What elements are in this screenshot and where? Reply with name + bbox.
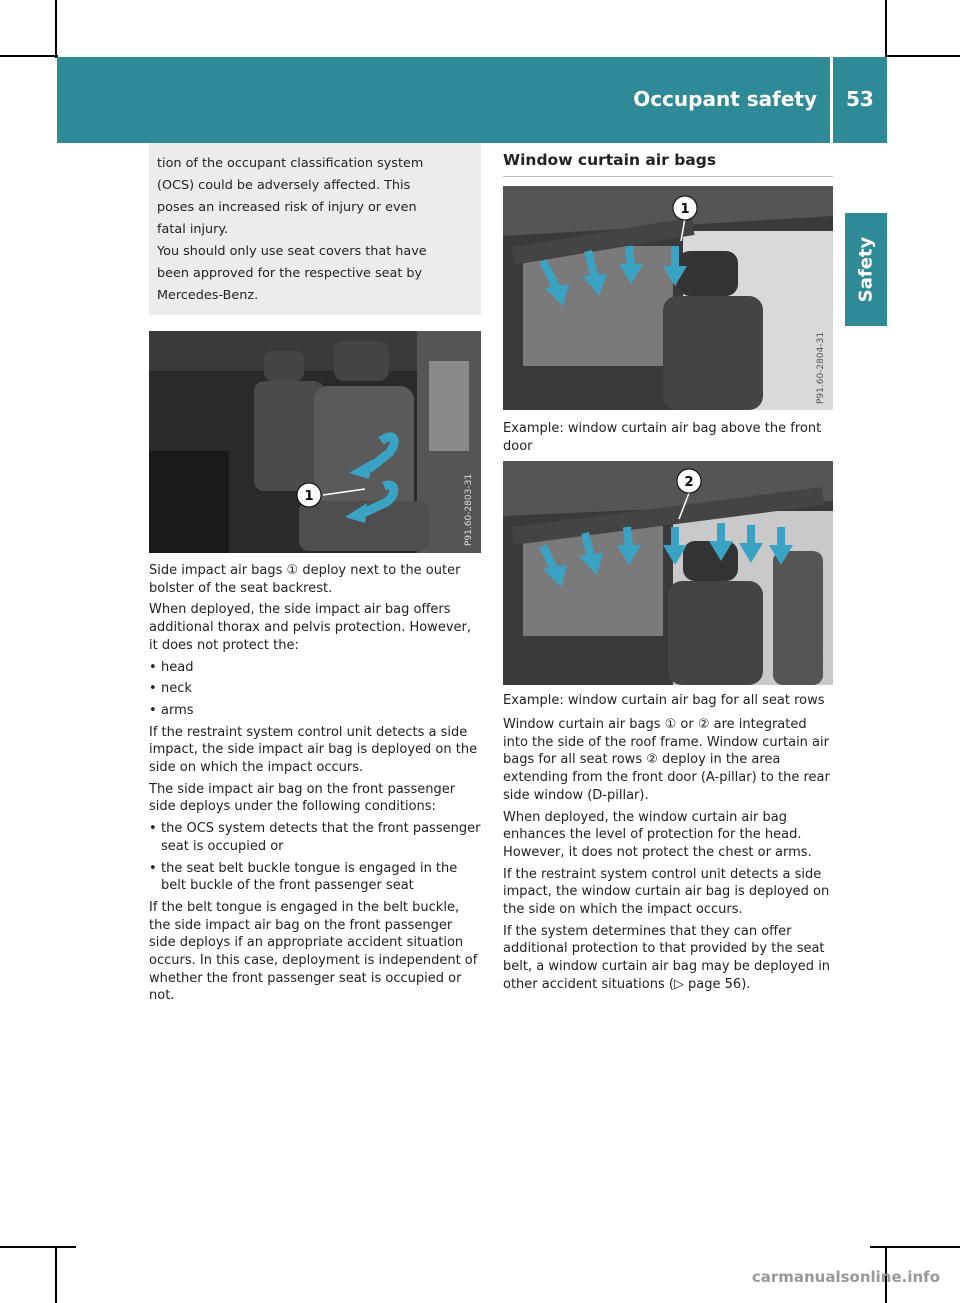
side-tab-label-wrap [845,213,887,326]
crop-mark [55,0,57,58]
section-heading: Window curtain air bags [503,151,717,169]
paragraph: When deployed, the side impact air bag offers additional thorax and pelvis protection. However, it does not protect the: [149,602,471,653]
header-separator [830,57,833,143]
bullet-item: • the seat belt buckle tongue is engaged in the belt buckle of the front passenger seat [149,860,481,895]
heading-rule [503,176,833,177]
section-title: Occupant safety [633,87,817,111]
note-line: fatal injury. [157,222,229,237]
bullet-item: • neck [149,680,481,698]
note-line: been approved for the respective seat by [157,266,423,281]
paragraph: When deployed, the window curtain air bag enhances the level of protection for the head. However, it does not protect the chest or arms. [503,809,812,860]
photo-caption: Example: window curtain air bag for all seat rows [503,693,825,708]
crop-mark [0,1246,76,1248]
photo-code: P91.60-2805-31 [816,606,826,679]
paragraph: Side impact air bags ① deploy next to the outer bolster of the seat backrest. [149,563,461,596]
photo-code: P91.60-2804-31 [816,331,826,404]
callout-2: 2 [684,475,694,490]
curtain-airbag-all-rows-photo [503,461,833,685]
bullet-item: • the OCS system detects that the front passenger seat is occupied or [149,820,481,855]
note-line: tion of the occupant classification system [157,156,424,171]
side-airbag-illustration [149,331,481,553]
photo-caption: Example: window curtain air bag above the front door [503,421,822,454]
curtain-airbag-all-rows-illustration [503,461,833,685]
bullet-item: • arms [149,702,481,720]
paragraph: If the restraint system control unit detects a side impact, the side impact air bag is deployed on the side on which the impact occurs. [149,724,478,776]
side-airbag-photo [149,331,481,553]
callout-1: 1 [680,202,690,217]
crop-mark [55,1246,57,1303]
paragraph: If the restraint system control unit detects a side impact, the window curtain air bag is deployed on the side on which the impact occurs. [503,866,830,918]
crop-mark [886,55,960,57]
curtain-airbag-front-illustration [503,186,833,410]
callout-1: 1 [304,489,314,504]
page-number: 53 [846,87,874,111]
bullet-item: • head [149,659,481,677]
crop-mark [0,55,58,57]
left-column-text [149,562,481,1009]
photo-code: P91.60-2803-31 [464,473,474,546]
side-tab-label: Safety [855,236,877,303]
paragraph: The side impact air bag on the front passenger side deploys under the following conditions: [149,781,456,815]
crop-mark [870,1246,960,1248]
warning-note [149,143,481,315]
paragraph[interactable]: If the system determines that they can offer additional protection to that provided by the seat belt, a window curtain air bag may be deployed in other accident situations (▷ page 56). [503,923,831,992]
paragraph: If the belt tongue is engaged in the belt buckle, the side impact air bag on the front passenger side deploys if an appropriate accident situation occurs. In this case, deployment is independent of whether the front passenger seat is occupied or not. [149,899,478,1004]
note-line: (OCS) could be adversely affected. This [157,178,411,193]
crop-mark [885,0,887,58]
right-column-text [503,716,833,998]
note-line: Mercedes-Benz. [157,288,259,303]
note-text [157,153,467,307]
note-line: You should only use seat covers that have [157,244,427,259]
curtain-airbag-front-photo [503,186,833,410]
note-line: poses an increased risk of injury or even [157,200,417,215]
paragraph: Window curtain air bags ① or ② are integrated into the side of the roof frame. Window curtain air bags for all seat rows ② deploy in the area extending from the front door (A-pillar) to the rear side window (D-pillar). [503,717,830,803]
footer-watermark[interactable]: carmanualsonline.info [751,1268,940,1286]
